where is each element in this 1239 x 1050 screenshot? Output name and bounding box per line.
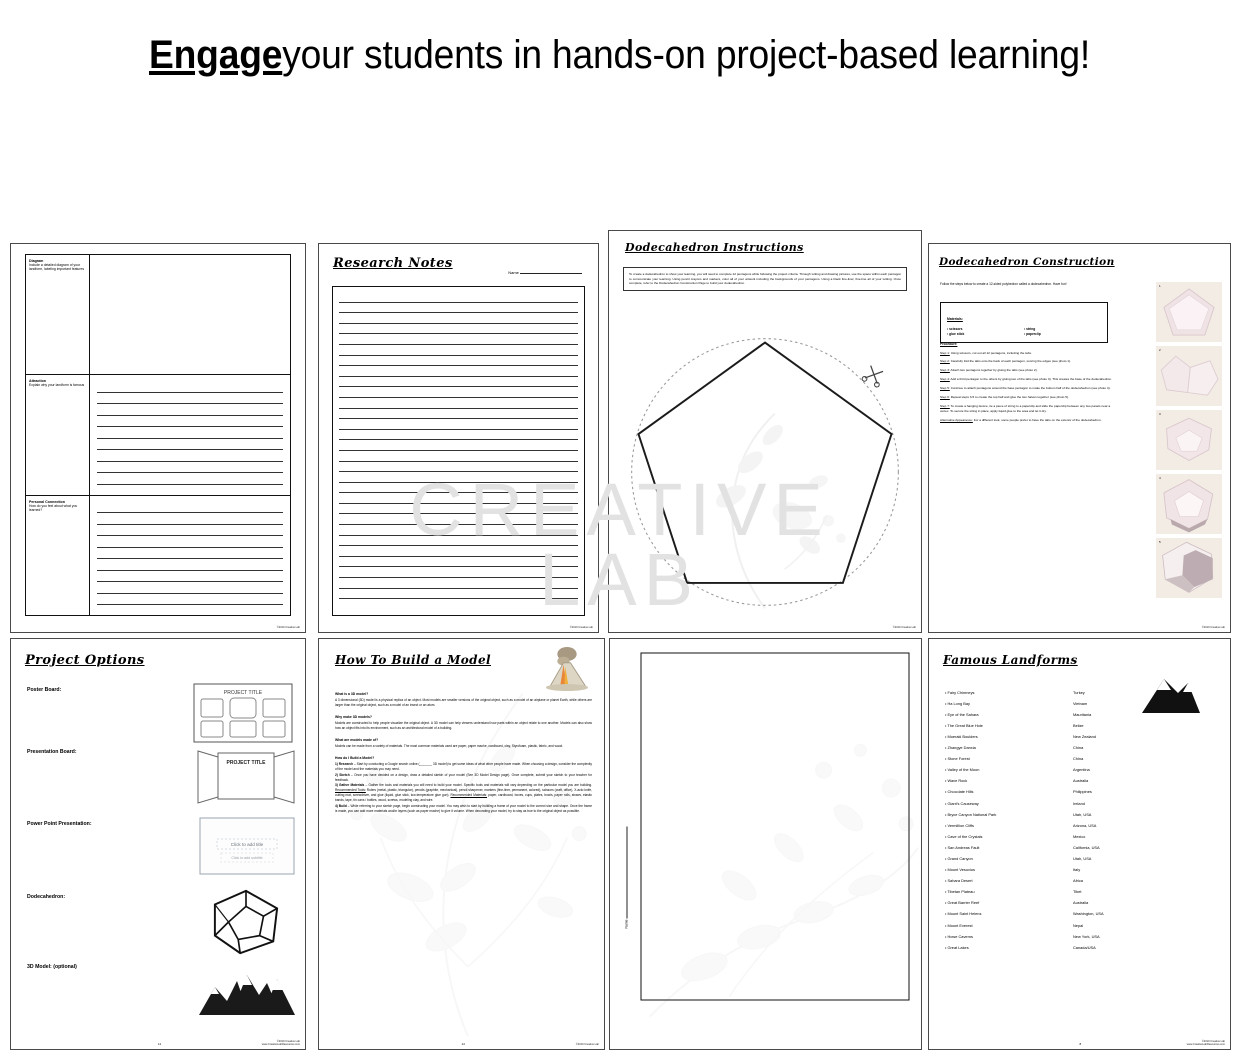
- project-options-title: Project Options: [25, 653, 145, 668]
- mountains-art: [197, 961, 297, 1017]
- watermark-line-1: CREATIVE: [0, 475, 1239, 545]
- worksheet-famous-landforms[interactable]: [928, 638, 1231, 1050]
- folded-pentagon-photo-3: [1156, 410, 1222, 470]
- sketch-area[interactable]: [641, 653, 910, 1001]
- organizer-row-title: Diagram: [29, 259, 86, 263]
- landform-location: New Zealand: [1073, 735, 1218, 739]
- photo-number: 3: [1159, 412, 1161, 416]
- landform-list-item: [945, 787, 1218, 798]
- poster-board-art: [193, 683, 293, 743]
- name-field[interactable]: [508, 270, 582, 275]
- construction-photo: [1156, 282, 1222, 342]
- construction-photo: [1156, 346, 1222, 406]
- build-step-text: – Start by conducting a Google search online (_______ 3D model) to get some ideas of what other people have made. When choosing a design, consider the complexity of the model and the materials you may need.: [335, 762, 592, 771]
- landform-name: • Valley of the Moon: [945, 768, 1073, 772]
- research-notes-title: Research Notes: [333, 256, 453, 271]
- slide-subtitle-placeholder: Click to add subtitle: [231, 856, 262, 860]
- pentagon-template-area[interactable]: [617, 326, 913, 618]
- how-to-build-body: [335, 685, 592, 814]
- ruled-lines: [97, 381, 283, 485]
- name-label: Name: [508, 270, 519, 275]
- build-step-text: – Gather the tools and materials you will need to build your model. Specific tools and materials will vary depending on the particular model you are building.: [364, 783, 592, 787]
- build-step-num: 3) Gather Materials: [335, 783, 364, 787]
- build-step: [335, 762, 592, 772]
- landform-list-item: [945, 842, 1218, 853]
- organizer-write-area[interactable]: [90, 496, 290, 615]
- landform-list-item: [945, 720, 1218, 731]
- landform-location: Turkey: [1073, 691, 1218, 695]
- organizer-table: [25, 254, 291, 616]
- landform-name: • Giant's Causeway: [945, 802, 1073, 806]
- landform-list-item: [945, 887, 1218, 898]
- footer-site: www.CreativeLabResources.com: [1187, 1043, 1225, 1046]
- landform-list-item: [945, 853, 1218, 864]
- landform-name: • Wave Rock: [945, 779, 1073, 783]
- material-item: • scissors: [947, 327, 1024, 332]
- organizer-row-desc: Include a detailed diagram of your landform, labeling important features: [29, 263, 86, 272]
- step-text: Using scissors, cut out all 12 pentagons, including the tabs.: [951, 351, 1032, 355]
- landform-location: Africa: [1073, 879, 1218, 883]
- landform-name: • Zhangye Danxia: [945, 746, 1073, 750]
- landform-list-item: [945, 820, 1218, 831]
- landform-name: • Ha Long Bay: [945, 702, 1073, 706]
- construction-title: Dodecahedron Construction: [939, 256, 1115, 268]
- landform-location: Tibet: [1073, 890, 1218, 894]
- landform-name: • Mount Vesuvius: [945, 868, 1073, 872]
- landform-location: Mexico: [1073, 835, 1218, 839]
- landform-location: Utah, USA: [1073, 813, 1218, 817]
- notes-box[interactable]: [332, 286, 585, 616]
- organizer-row-personal-connection: [26, 496, 290, 615]
- footer-copyright: ©2019 Creative Lab: [1202, 626, 1225, 629]
- build-step-num: 2) Sketch: [335, 773, 350, 777]
- landform-name: • The Great Blue Hole: [945, 724, 1073, 728]
- alt-label: Alternative Appearance:: [940, 418, 973, 422]
- page-number: 14: [462, 1042, 465, 1046]
- organizer-drawing-area[interactable]: [90, 255, 290, 374]
- ruled-lines: [97, 502, 283, 606]
- organizer-label: [26, 255, 90, 374]
- step-text: Repeat steps 3-5 to create the top half and glue the two halves together (see photo 5).: [951, 395, 1069, 399]
- page-footer: [262, 1040, 300, 1046]
- landform-list-item: [945, 742, 1218, 753]
- landform-list-item: [945, 942, 1218, 953]
- alt-text: For a different look, some people prefer to have the tabs on the exterior of the dodecahedron.: [974, 418, 1102, 422]
- worksheet-gallery: [0, 110, 1239, 935]
- step-text: Attach two pentagons together by gluing the tabs (see photo 2).: [951, 368, 1038, 372]
- landform-name: • Grand Canyon: [945, 857, 1073, 861]
- organizer-write-area[interactable]: [90, 375, 290, 494]
- instructions-title: Dodecahedron Instructions: [625, 241, 804, 254]
- volcano-icon: [540, 647, 594, 691]
- presentation-title-text: PROJECT TITLE: [227, 760, 267, 766]
- material-item: • string: [1024, 327, 1101, 332]
- ruled-lines: [339, 292, 578, 599]
- construction-photo: [1156, 538, 1222, 598]
- procedure-step: [940, 395, 1116, 399]
- landform-name: • Cave of the Crystals: [945, 835, 1073, 839]
- page-footer: [1187, 1040, 1225, 1046]
- landform-name: • Eye of the Sahara: [945, 713, 1073, 717]
- build-step: [335, 773, 592, 783]
- folded-pentagon-photo-1: [1156, 282, 1222, 342]
- landform-location: China: [1073, 757, 1218, 761]
- pentagon-outline: [638, 343, 891, 583]
- landform-name: • Moeraki Boulders: [945, 735, 1073, 739]
- landform-name: • Chocolate Hills: [945, 790, 1073, 794]
- landform-name: • Great Barrier Reef: [945, 901, 1073, 905]
- worksheet-project-options[interactable]: [10, 638, 306, 1050]
- landform-list-item: [945, 865, 1218, 876]
- landform-name: • Mount Saint Helens: [945, 912, 1073, 916]
- name-field[interactable]: [625, 827, 629, 929]
- section-heading: How do I Build a Model?: [335, 756, 592, 761]
- procedure-block: [940, 342, 1116, 422]
- step-text: Add a third pentagon to the others by gluing two of the tabs (see photo 3). This creates the base of the dodecahedron.: [951, 377, 1112, 381]
- completed-dodecahedron-photo-5: [1156, 538, 1222, 598]
- name-label: Name: [625, 919, 629, 928]
- worksheet-how-to-build-a-model[interactable]: [318, 638, 605, 1050]
- rotated-content: [611, 639, 923, 1050]
- procedure-label: Procedure:: [940, 342, 957, 346]
- footer-copyright: ©2019 Creative Lab: [1187, 1040, 1225, 1043]
- option-label-3d-model: 3D Model: (optional): [27, 964, 77, 970]
- recommended-materials-text: paper, cardboard, boxes, cups, plates, bowls, paper rolls, straws, elastic bands, tape, tin cans / bottles, wood, screws, modeling clay, and wire.: [335, 793, 592, 802]
- landform-list: [945, 687, 1218, 953]
- organizer-row-desc: Explain why your landform is famous: [29, 383, 86, 387]
- section-text: Models are constructed to help people visualize the original object. A 3D model can help viewers understand how parts within an object relate to one another. Models can also show how an object fits into its environment, such as an architectural model of a building.: [335, 721, 592, 731]
- landform-location: New York, USA: [1073, 935, 1218, 939]
- materials-label: Materials:: [947, 317, 963, 321]
- landform-list-item: [945, 776, 1218, 787]
- construction-photo-strip: [1156, 282, 1222, 602]
- landform-location: Vietnam: [1073, 702, 1218, 706]
- build-step: [335, 804, 592, 814]
- material-item: • glue stick: [947, 332, 1024, 337]
- landform-location: Ireland: [1073, 802, 1218, 806]
- landform-location: Italy: [1073, 868, 1218, 872]
- recommended-tools-label: Recommended Tools:: [335, 788, 366, 792]
- landform-list-item: [945, 687, 1218, 698]
- material-item: • paperclip: [1024, 332, 1101, 337]
- materials-list-left: [947, 327, 1024, 338]
- page-title-rest: your students in hands-on project-based learning!: [282, 33, 1090, 78]
- page-footer: ©2019 Creative Lab: [277, 626, 300, 629]
- page-number: 8: [1080, 1042, 1082, 1046]
- landform-list-item: [945, 731, 1218, 742]
- landform-name: • Fairy Chimneys: [945, 691, 1073, 695]
- landform-location: Nepal: [1073, 924, 1218, 928]
- alternative-appearance: [940, 418, 1116, 422]
- worksheet-3d-model-design[interactable]: [609, 638, 922, 1050]
- landform-name: • San Andreas Fault: [945, 846, 1073, 850]
- build-step-num: 4) Build: [335, 804, 347, 808]
- section-heading: What is a 3D model?: [335, 692, 592, 697]
- footer-copyright: ©2019 Creative Lab: [262, 1040, 300, 1043]
- worksheet-dodecahedron-construction[interactable]: [928, 243, 1231, 633]
- option-label-presentation-board: Presentation Board:: [27, 749, 77, 755]
- landform-list-item: [945, 920, 1218, 931]
- organizer-row-desc: How do you feel about what you learned?: [29, 504, 86, 513]
- option-label-dodecahedron: Dodecahedron:: [27, 894, 65, 900]
- landform-list-item: [945, 765, 1218, 776]
- poster-title-text: PROJECT TITLE: [224, 690, 263, 696]
- dodecahedron-art: [207, 887, 285, 957]
- procedure-step: [940, 368, 1116, 372]
- construction-photo: [1156, 410, 1222, 470]
- landform-location: Washington, USA: [1073, 912, 1218, 916]
- page-title-emphasis: Engage: [149, 33, 282, 78]
- recommended-tools-text: Rulers (metal, plastic, triangular), pencils (graphite, mechanical), pencil sharpener, markers (fine-liner, permanent, colored), scissors (craft, office), X-acto knife, cutting mat, screwdriver, and glue (liquid, glue stick, low-temperature glue gun).: [335, 788, 592, 797]
- landform-list-item: [945, 898, 1218, 909]
- scissors-icon: [861, 365, 885, 388]
- slide-title-placeholder: Click to add title: [231, 842, 264, 847]
- step-text: To create a hanging device, tie a piece of string to a paperclip and slide the paperclip between any two panels near a vertex. To secure the string in place, apply liquid glue to the area and let it dry.: [940, 404, 1110, 412]
- landform-list-item: [945, 754, 1218, 765]
- recommended-materials-label: Recommended Materials:: [450, 793, 487, 797]
- step-text: Carefully fold the tabs onto the back of each pentagon, scoring the edges (see photo 1).: [951, 359, 1071, 363]
- folded-pentagon-photo-2: [1156, 346, 1222, 406]
- procedure-step: [940, 359, 1116, 363]
- name-blank-line[interactable]: [627, 827, 628, 919]
- organizer-label: [26, 375, 90, 494]
- instructions-paragraph: To create a dodecahedron to show your learning, you will need to complete 12 pentagons while following the project criteria. Through writing and drawing pictures, use the space within each pentagon to communicate your learning. Using pencil crayons and markers, color all of your artwork including the backgrounds of your pentagons. Using a black fine-liner, fine-line all of your writing. Once complete, refer to the Dodecahedron Construction Page to build your dodecahedron.: [623, 267, 907, 291]
- section-heading: Why make 3D models?: [335, 715, 592, 720]
- construction-photo: [1156, 474, 1222, 534]
- step-label: Step 3:: [940, 368, 950, 372]
- option-label-poster-board: Poster Board:: [27, 687, 61, 693]
- landform-list-item: [945, 709, 1218, 720]
- landform-name: • Vermillion Cliffs: [945, 824, 1073, 828]
- footer-site: www.CreativeLabResources.com: [262, 1043, 300, 1046]
- landform-location: Australia: [1073, 901, 1218, 905]
- worksheet-landform-organizer[interactable]: [10, 243, 306, 633]
- landform-location: Philippines: [1073, 790, 1218, 794]
- photo-number: 4: [1159, 476, 1161, 480]
- build-step: [335, 783, 592, 802]
- organizer-row-title: Attraction: [29, 379, 86, 383]
- landform-list-item: [945, 876, 1218, 887]
- landform-name: • Howe Caverns: [945, 935, 1073, 939]
- landform-name: • Great Lakes: [945, 946, 1073, 950]
- landform-name: • Bryce Canyon National Park: [945, 813, 1073, 817]
- option-label-powerpoint: Power Point Presentation:: [27, 821, 92, 827]
- watermark-line-2: LAB: [0, 545, 1239, 615]
- section-text: Models can be made from a variety of materials. The most common materials used are paper, paper mache, cardboard, clay, Styrofoam, plastic, fabric, and wood.: [335, 744, 592, 749]
- step-label: Step 1:: [940, 351, 950, 355]
- procedure-step: [940, 386, 1116, 390]
- landform-location: Argentina: [1073, 768, 1218, 772]
- folded-pentagon-photo-4: [1156, 474, 1222, 534]
- landform-location: Belize: [1073, 724, 1218, 728]
- landform-list-item: [945, 909, 1218, 920]
- worksheet-research-notes[interactable]: [318, 243, 599, 633]
- procedure-step: [940, 351, 1116, 355]
- organizer-row-attraction: [26, 375, 290, 495]
- organizer-row-title: Personal Connection: [29, 500, 86, 504]
- worksheet-dodecahedron-instructions[interactable]: [608, 230, 922, 633]
- section-heading: What are models made of?: [335, 738, 592, 743]
- landform-location: Utah, USA: [1073, 857, 1218, 861]
- materials-list-right: [1024, 327, 1101, 338]
- page-title: [43, 0, 1195, 110]
- step-label: Step 2:: [940, 359, 950, 363]
- landform-list-item: [945, 698, 1218, 709]
- page-footer: ©2019 Creative Lab: [570, 626, 593, 629]
- photo-number: 2: [1159, 348, 1161, 352]
- landform-location: Mauritania: [1073, 713, 1218, 717]
- landform-location: China: [1073, 746, 1218, 750]
- how-to-build-title: How To Build a Model: [335, 653, 491, 667]
- famous-landforms-title: Famous Landforms: [943, 653, 1078, 667]
- step-text: Continue to attach pentagons around the base pentagon to make the bottom half of the dodecahedron (see photo 4).: [951, 386, 1111, 390]
- materials-box: [940, 302, 1108, 343]
- landform-location: Arizona, USA: [1073, 824, 1218, 828]
- organizer-row-diagram: [26, 255, 290, 375]
- construction-intro: Follow the steps below to create a 12-sided polyhedron called a dodecahedron. Have fun!: [940, 282, 1108, 287]
- landform-name: • Sahara Desert: [945, 879, 1073, 883]
- step-label: Step 6:: [940, 395, 950, 399]
- powerpoint-slide-art: [199, 817, 295, 875]
- landform-location: Australia: [1073, 779, 1218, 783]
- section-text: A 3 dimensional (3D) model is a physical replica of an object. Most models are smaller versions of the original object, such as a model of an airplane or planet Earth, while others are larger than the original object, such as a model of an insect or an atom.: [335, 698, 592, 708]
- name-blank-line[interactable]: [520, 273, 582, 274]
- landform-list-item: [945, 809, 1218, 820]
- floral-watermark-icon: [712, 414, 846, 609]
- landform-name: • Tibetan Plateau: [945, 890, 1073, 894]
- step-label: Step 5:: [940, 386, 950, 390]
- landform-list-item: [945, 931, 1218, 942]
- page-number: 11: [158, 1042, 161, 1046]
- step-label: Step 7:: [940, 404, 950, 408]
- procedure-step: [940, 377, 1116, 381]
- landform-name: • Mount Everest: [945, 924, 1073, 928]
- step-label: Step 4:: [940, 377, 950, 381]
- photo-number: 5: [1159, 540, 1161, 544]
- landform-list-item: [945, 798, 1218, 809]
- build-step-text: – While referring to your sketch page, begin constructing your model. You may wish to start by building a frame of your model to the correct size and shape. Once the frame is made, you can add more materials and/or layers (such as paper mache) to give it volume. When decorating your model, try to stay as true to the original object as possible.: [335, 804, 592, 813]
- page-footer: ©2019 Creative Lab: [893, 626, 916, 629]
- landform-name: • Stone Forest: [945, 757, 1073, 761]
- procedure-step: [940, 404, 1116, 413]
- landform-location: California, USA: [1073, 846, 1218, 850]
- build-step-text: – Once you have decided on a design, draw a detailed sketch of your model (See 3D Model Design page). Once complete, submit your sketch to your teacher for feedback.: [335, 773, 592, 782]
- landform-list-item: [945, 831, 1218, 842]
- presentation-board-art: [196, 747, 296, 805]
- photo-number: 1: [1159, 284, 1161, 288]
- landform-location: Canada/USA: [1073, 946, 1218, 950]
- build-step-num: 1) Research: [335, 762, 353, 766]
- pentagon-template-svg: [617, 326, 913, 618]
- page-footer: [1202, 626, 1225, 629]
- organizer-label: [26, 496, 90, 615]
- page-footer: ©2019 Creative Lab: [576, 1043, 599, 1046]
